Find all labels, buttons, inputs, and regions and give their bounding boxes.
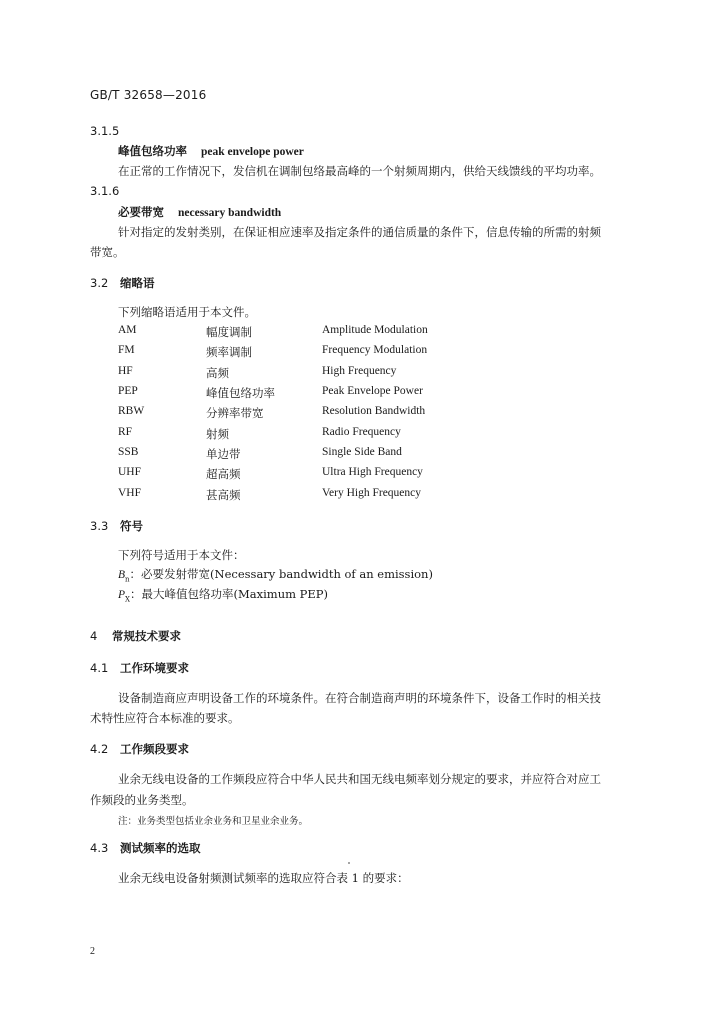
paragraph-line: 设备制造商应声明设备工作的环境条件。在符合制造商声明的环境条件下，设备工作时的相关技 — [118, 691, 601, 705]
abbr-code: RBW — [118, 405, 145, 417]
definition-text: 带宽。 — [90, 245, 125, 259]
abbr-chinese: 单边带 — [206, 447, 241, 461]
abbr-row — [118, 365, 538, 383]
abbreviation-list — [118, 324, 538, 524]
abbr-code: UHF — [118, 466, 142, 478]
chapter-title: 常规技术要求 — [112, 629, 181, 643]
clause-number: 3.1.5 — [90, 124, 120, 138]
abbr-english: High Frequency — [322, 365, 397, 377]
section-number: 3.3 — [90, 519, 109, 533]
abbr-intro: 下列缩略语适用于本文件。 — [118, 305, 256, 319]
section-title: 测试频率的选取 — [120, 841, 201, 855]
paragraph-line: 业余无线电设备的工作频段应符合中华人民共和国无线电频率划分规定的要求，并应符合对应工 — [118, 772, 601, 786]
abbr-code: FM — [118, 344, 135, 356]
abbr-english: Peak Envelope Power — [322, 385, 423, 397]
term-en: peak envelope power — [201, 146, 304, 158]
section-title: 工作频段要求 — [120, 742, 189, 756]
chapter-number: 4 — [90, 629, 98, 643]
abbr-chinese: 射频 — [206, 427, 229, 441]
abbr-chinese: 峰值包络功率 — [206, 386, 275, 400]
abbr-chinese: 幅度调制 — [206, 325, 252, 339]
abbr-chinese: 高频 — [206, 366, 229, 380]
abbr-row — [118, 405, 538, 423]
section-title: 工作环境要求 — [120, 661, 189, 675]
standard-code-header: GB/T 32658—2016 — [90, 88, 207, 102]
chapter-heading — [90, 628, 181, 644]
abbr-english: Ultra High Frequency — [322, 466, 423, 478]
abbr-english: Very High Frequency — [322, 487, 422, 499]
term-zh: 峰值包络功率 — [118, 144, 187, 158]
abbr-chinese: 频率调制 — [206, 345, 252, 359]
abbr-row — [118, 324, 538, 342]
abbr-english: Frequency Modulation — [322, 344, 428, 356]
section-title: 缩略语 — [120, 276, 155, 290]
abbr-row — [118, 446, 538, 464]
section-number: 4.1 — [90, 661, 109, 675]
paragraph-line: 业余无线电设备射频测试频率的选取应符合表 1 的要求： — [118, 871, 409, 885]
section-heading — [90, 741, 189, 757]
abbr-chinese: 分辨率带宽 — [206, 406, 264, 420]
abbr-english: Resolution Bandwidth — [322, 405, 426, 417]
section-heading — [90, 518, 143, 534]
abbr-english: Radio Frequency — [322, 426, 401, 438]
symbol-subscript: X — [125, 595, 131, 604]
term-en: necessary bandwidth — [178, 207, 282, 219]
abbr-code: PEP — [118, 385, 138, 397]
term-heading — [118, 204, 281, 220]
term-heading — [118, 143, 304, 159]
section-heading — [90, 840, 201, 856]
symbol-item — [118, 566, 433, 583]
paragraph-line: 作频段的业务类型。 — [90, 793, 194, 807]
term-zh: 必要带宽 — [118, 205, 164, 219]
clause-number: 3.1.6 — [90, 184, 120, 198]
section-number: 3.2 — [90, 276, 109, 290]
abbr-code: HF — [118, 365, 133, 377]
abbr-row — [118, 344, 538, 362]
section-heading — [90, 275, 155, 291]
abbr-code: AM — [118, 324, 137, 336]
symbols-intro: 下列符号适用于本文件： — [118, 548, 245, 562]
section-heading — [90, 660, 189, 676]
abbr-row — [118, 466, 538, 484]
symbol-letter: P — [118, 589, 126, 601]
section-number: 4.3 — [90, 841, 109, 855]
symbol-letter: B — [118, 569, 126, 581]
definition-text: 针对指定的发射类别，在保证相应速率及指定条件的通信质量的条件下，信息传输的所需的射频 — [118, 225, 601, 239]
abbr-english: Amplitude Modulation — [322, 324, 428, 336]
abbr-code: SSB — [118, 446, 139, 458]
paragraph-line: 术特性应符合本标准的要求。 — [90, 711, 240, 725]
symbol-desc: ：必要发射带宽(Necessary bandwidth of an emission) — [129, 567, 433, 581]
symbol-desc: ：最大峰值包络功率(Maximum PEP) — [130, 587, 329, 601]
page-number: 2 — [90, 946, 95, 957]
symbol-subscript: n — [125, 575, 130, 584]
abbr-row — [118, 426, 538, 444]
abbr-chinese: 超高频 — [206, 467, 241, 481]
abbr-code: RF — [118, 426, 133, 438]
symbol-item — [118, 586, 328, 603]
scan-speck — [348, 862, 350, 864]
note-text: 注：业务类型包括业余业务和卫星业余业务。 — [118, 816, 309, 827]
section-number: 4.2 — [90, 742, 109, 756]
section-title: 符号 — [120, 519, 143, 533]
abbr-code: VHF — [118, 487, 142, 499]
abbr-row — [118, 385, 538, 403]
abbr-english: Single Side Band — [322, 446, 402, 458]
definition-text: 在正常的工作情况下，发信机在调制包络最高峰的一个射频周期内，供给天线馈线的平均功率。 — [118, 164, 601, 178]
abbr-row — [118, 487, 538, 505]
abbr-chinese: 甚高频 — [206, 488, 241, 502]
